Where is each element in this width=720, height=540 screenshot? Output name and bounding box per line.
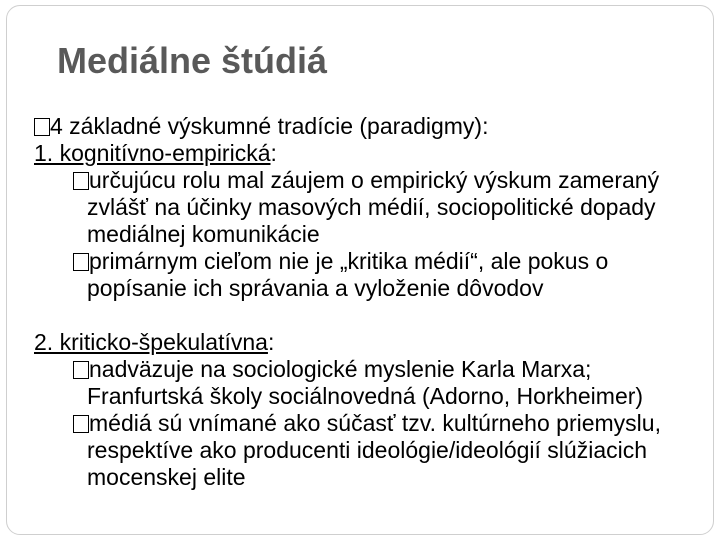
slide-content [34,113,694,491]
section2-heading-line [34,329,694,356]
slide [6,5,714,535]
square-bullet-icon [73,253,89,271]
square-bullet-icon [34,118,50,136]
section2-bullet-text: médiá sú vnímané ako súčasť tzv. kultúrneho priemyslu, respektíve ako producenti ideológie/ideológií slúžiacich mocenskej elite [87,410,661,490]
section1-bullet [76,248,694,302]
section1-heading-line [34,140,694,167]
slide-title: Mediálne štúdiá [57,40,328,81]
section1-bullet-text: primárnym cieľom nie je „kritika médií“, ale pokus o popísanie ich správania a vyloženie dôvodov [87,248,609,301]
section-spacer [34,302,694,329]
section2-heading: 2. kriticko-špekulatívna [34,329,268,355]
section1-heading: 1. kognitívno-empirická [34,140,271,166]
square-bullet-icon [73,415,89,433]
intro-paragraph [34,113,694,140]
section1-bullet [76,167,694,248]
square-bullet-icon [73,172,89,190]
section2-bullet [76,410,694,491]
square-bullet-icon [73,361,89,379]
section2-colon: : [267,329,275,355]
intro-text: 4 základné výskumné tradície (paradigmy): [50,113,489,139]
section1-colon: : [270,140,277,166]
section2-bullet [76,356,694,410]
section2-bullet-text: nadväzuje na sociologické myslenie Karla Marxa; Franfurtská školy sociálnovedná (Adorno, Horkheimer) [87,356,644,409]
section1-bullet-text: určujúcu rolu mal záujem o empirický výskum zameraný zvlášť na účinky masových médií, sociopolitické dopady mediálnej komunikácie [87,167,660,247]
